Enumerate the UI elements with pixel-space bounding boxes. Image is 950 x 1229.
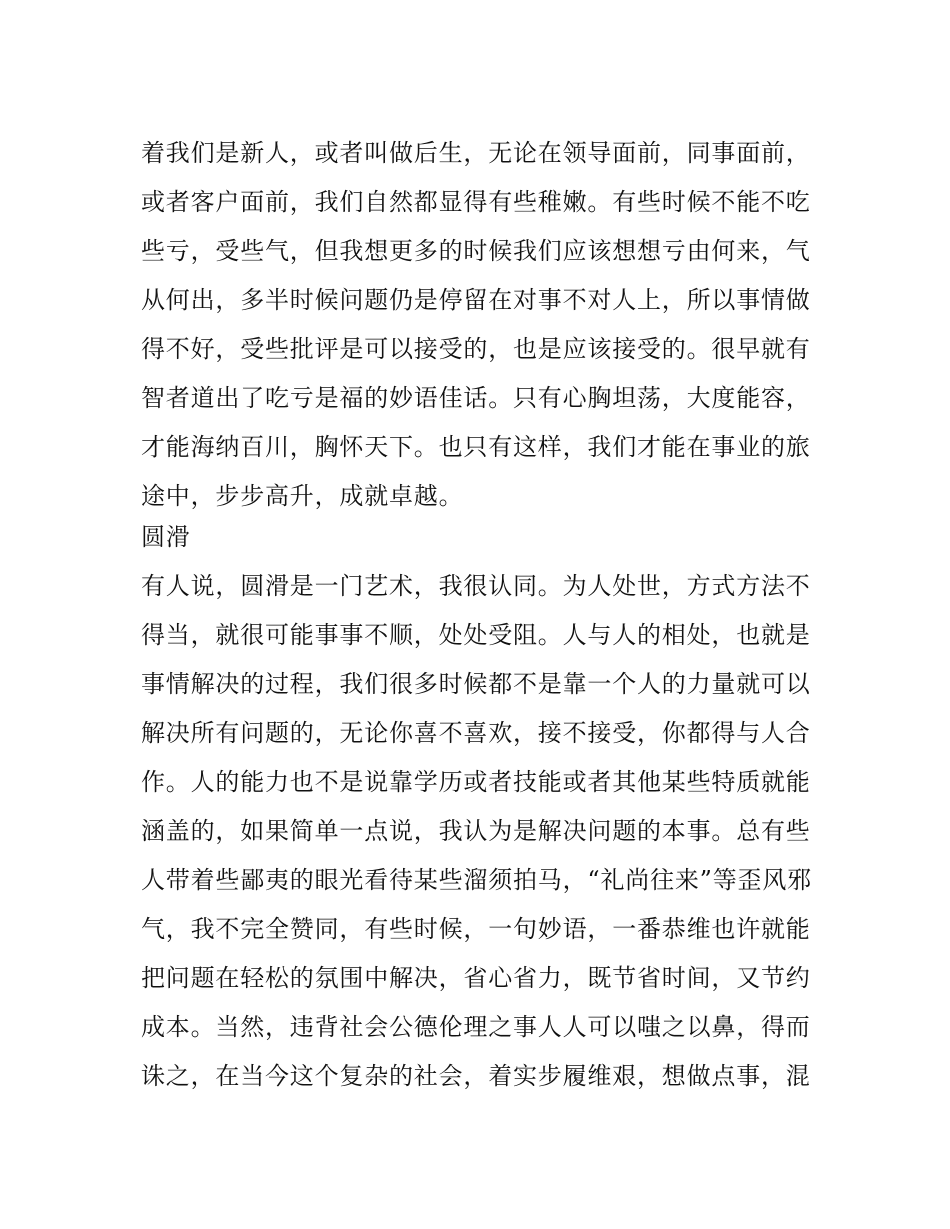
paragraph-line: 得当，就很可能事事不顺，处处受阻。人与人的相处，也就是	[141, 621, 811, 649]
section-heading: 圆滑	[141, 523, 191, 551]
paragraph-line: 或者客户面前，我们自然都显得有些稚嫩。有些时候不能不吃	[141, 188, 811, 216]
paragraph-line: 事情解决的过程，我们很多时候都不是靠一个人的力量就可以	[141, 670, 811, 698]
paragraph-line: 些亏，受些气，但我想更多的时候我们应该想想亏由何来，气	[141, 237, 811, 265]
paragraph-line: 才能海纳百川，胸怀天下。也只有这样，我们才能在事业的旅	[141, 433, 811, 461]
paragraph-line: 作。人的能力也不是说靠学历或者技能或者其他某些特质就能	[141, 768, 811, 796]
paragraph-line: 解决所有问题的，无论你喜不喜欢，接不接受，你都得与人合	[141, 719, 811, 747]
paragraph-line: 途中，步步高升，成就卓越。	[141, 482, 464, 510]
paragraph-line: 有人说，圆滑是一门艺术，我很认同。为人处世，方式方法不	[141, 572, 811, 600]
paragraph-line: 着我们是新人，或者叫做后生，无论在领导面前，同事面前，	[141, 139, 811, 167]
paragraph-line: 涵盖的，如果简单一点说，我认为是解决问题的本事。总有些	[141, 817, 811, 845]
paragraph-line: 智者道出了吃亏是福的妙语佳话。只有心胸坦荡，大度能容，	[141, 384, 811, 412]
paragraph-line: 成本。当然，违背社会公德伦理之事人人可以嗤之以鼻，得而	[141, 1013, 811, 1041]
paragraph-line: 从何出，多半时候问题仍是停留在对事不对人上，所以事情做	[141, 286, 811, 314]
paragraph-line: 人带着些鄙夷的眼光看待某些溜须拍马，“礼尚往来”等歪风邪	[141, 866, 812, 894]
paragraph-line: 得不好，受些批评是可以接受的，也是应该接受的。很早就有	[141, 335, 811, 363]
paragraph-line: 气，我不完全赞同，有些时候，一句妙语，一番恭维也许就能	[141, 915, 811, 943]
paragraph-line: 把问题在轻松的氛围中解决，省心省力，既节省时间，又节约	[141, 964, 811, 992]
paragraph-line: 诛之，在当今这个复杂的社会，着实步履维艰，想做点事，混	[141, 1062, 811, 1090]
